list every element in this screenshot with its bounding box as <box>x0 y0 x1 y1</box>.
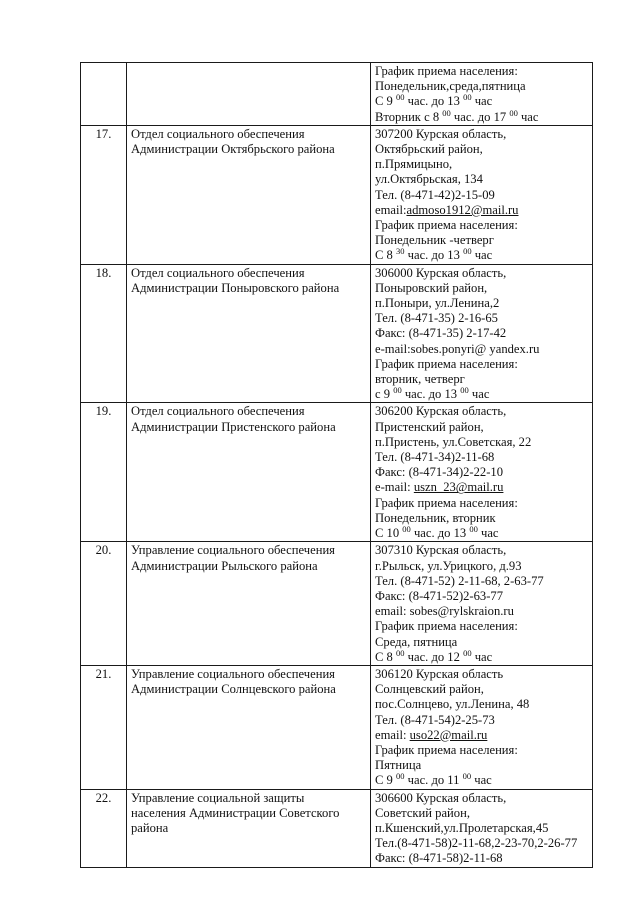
contact-line: Факс: (8-471-34)2-22-10 <box>375 465 504 480</box>
contact-info <box>371 665 593 789</box>
table-row <box>81 125 593 264</box>
contact-info <box>371 789 593 867</box>
contact-line: Тел. (8-471-52) 2-11-68, 2-63-77 <box>375 573 544 588</box>
minutes-superscript: 00 <box>402 524 411 535</box>
office-name <box>127 63 371 126</box>
schedule-text: с 9 <box>375 387 394 402</box>
row-number: 17. <box>81 125 127 264</box>
contact-line: График приема населения: <box>375 64 518 78</box>
schedule-text: час <box>471 649 493 664</box>
table-row <box>81 542 593 666</box>
contact-line: График приема населения: <box>375 742 518 757</box>
minutes-superscript: 00 <box>463 92 472 103</box>
office-name <box>127 542 371 666</box>
contact-line: Пятница <box>375 758 422 773</box>
office-name-line: Отдел социального обеспечения <box>131 404 305 419</box>
contact-line: ул.Октябрьская, 134 <box>375 172 483 187</box>
schedule-text: С 8 <box>375 649 396 664</box>
schedule-text: час <box>517 109 539 124</box>
contact-line: Понедельник,среда,пятница <box>375 79 526 94</box>
contact-line: Понедельник -четверг <box>375 233 494 248</box>
contact-line: 306200 Курская область, <box>375 404 507 419</box>
office-name-line: Администрации Рыльского района <box>131 558 318 573</box>
contact-line: п.Поныри, ул.Ленина,2 <box>375 296 500 311</box>
office-name-line: Администрации Солнцевского района <box>131 682 336 697</box>
contact-line: Пристенский район, <box>375 419 484 434</box>
minutes-superscript: 30 <box>396 246 405 257</box>
contact-line: График приема населения: <box>375 218 518 233</box>
minutes-superscript: 00 <box>442 107 451 118</box>
contact-line: Факс: (8-471-52)2-63-77 <box>375 588 504 603</box>
schedule-text: час. до 13 <box>401 387 461 402</box>
contact-line: Советский район, <box>375 805 470 820</box>
office-name <box>127 789 371 867</box>
table-row <box>81 264 593 403</box>
office-name-line: Отдел социального обеспечения <box>131 265 305 280</box>
contact-line: Факс: (8-471-35) 2-17-42 <box>375 326 507 341</box>
email-prefix: e-mail: <box>375 480 414 495</box>
contact-line: Тел. (8-471-54)2-25-73 <box>375 712 495 727</box>
contact-line: п.Прямицыно, <box>375 157 453 172</box>
row-number <box>81 63 127 126</box>
contact-info <box>371 403 593 542</box>
table-row <box>81 63 593 126</box>
minutes-superscript: 00 <box>462 771 472 782</box>
email-link[interactable]: uso22@mail.ru <box>409 727 488 742</box>
contact-line: Октябрьский район, <box>375 142 483 157</box>
social-services-table <box>80 62 593 868</box>
schedule-text: час. до 13 <box>410 526 470 541</box>
schedule-text: час. до 13 <box>404 248 464 263</box>
schedule-hours-line <box>375 94 588 109</box>
schedule-text: час <box>471 94 493 109</box>
contact-line: Тел. (8-471-35) 2-16-65 <box>375 311 498 326</box>
schedule-text: час. до 12 <box>404 649 464 664</box>
schedule-text: час. до 13 <box>404 94 464 109</box>
schedule-text: час <box>471 773 492 788</box>
contact-line: График приема населения: <box>375 495 518 510</box>
schedule-text: час <box>471 248 493 263</box>
contact-info <box>371 542 593 666</box>
office-name-line: Администрации Октябрьского района <box>131 142 335 157</box>
contact-line: Тел.(8-471-58)2-11-68,2-23-70,2-26-77 <box>375 836 578 851</box>
contact-line: г.Рыльск, ул.Урицкого, д.93 <box>375 558 522 573</box>
contact-line: 307310 Курская область, <box>375 543 507 558</box>
schedule-hours-line <box>375 526 588 541</box>
contact-info <box>371 63 593 126</box>
contact-line: Тел. (8-471-34)2-11-68 <box>375 450 495 465</box>
contact-line: 306120 Курская область <box>375 666 504 681</box>
office-name-line: Управление социального обеспечения <box>131 666 335 681</box>
minutes-superscript: 00 <box>463 647 472 658</box>
row-number: 18. <box>81 264 127 403</box>
minutes-superscript: 00 <box>463 246 472 257</box>
contact-line: вторник, четверг <box>375 372 465 387</box>
minutes-superscript: 00 <box>469 524 478 535</box>
office-name-line: Управление социального обеспечения <box>131 543 335 558</box>
office-name <box>127 264 371 403</box>
schedule-hours-line <box>375 107 588 125</box>
office-name <box>127 665 371 789</box>
table-row <box>81 789 593 867</box>
minutes-superscript: 00 <box>396 771 405 782</box>
table-body <box>81 63 593 868</box>
contact-line: e-mail:sobes.ponyri@ yandex.ru <box>375 341 540 356</box>
contact-line: Понедельник, вторник <box>375 510 496 525</box>
table-row <box>81 403 593 542</box>
email-prefix: email: <box>375 202 407 217</box>
office-name-line: населения Администрации Советского <box>131 805 340 820</box>
row-number: 22. <box>81 789 127 867</box>
email-line <box>375 480 588 495</box>
contact-line: График приема населения: <box>375 619 518 634</box>
office-name-line: Администрации Пристенского района <box>131 419 336 434</box>
contact-line: Солнцевский район, <box>375 682 484 697</box>
schedule-hours-line <box>375 387 588 402</box>
schedule-text: час. до 11 <box>404 773 463 788</box>
schedule-text: С 10 <box>375 526 403 541</box>
minutes-superscript: 00 <box>396 92 405 103</box>
table-row <box>81 665 593 789</box>
schedule-hours-line <box>375 248 588 263</box>
contact-line: email: sobes@rylskraion.ru <box>375 604 514 619</box>
row-number: 19. <box>81 403 127 542</box>
contact-line: 306600 Курская область, <box>375 790 507 805</box>
office-name <box>127 403 371 542</box>
contact-line: Тел. (8-471-42)2-15-09 <box>375 187 495 202</box>
schedule-text: час. до 17 <box>450 109 510 124</box>
contact-info <box>371 125 593 264</box>
office-name <box>127 125 371 264</box>
contact-line: 307200 Курская область, <box>375 126 507 141</box>
minutes-superscript: 00 <box>393 385 402 396</box>
schedule-text: час <box>477 526 499 541</box>
contact-line: Среда, пятница <box>375 634 458 649</box>
contact-line: 306000 Курская область, <box>375 265 507 280</box>
office-name-line: Управление социальной защиты <box>131 790 305 805</box>
email-prefix: email: <box>375 727 410 742</box>
office-name-line: Администрации Поныровского района <box>131 280 340 295</box>
row-number: 21. <box>81 665 127 789</box>
contact-line: График приема населения: <box>375 356 518 371</box>
contact-line: пос.Солнцево, ул.Ленина, 48 <box>375 697 530 712</box>
contact-line: п.Пристень, ул.Советская, 22 <box>375 434 532 449</box>
contact-info <box>371 264 593 403</box>
contact-line: Поныровский район, <box>375 280 488 295</box>
office-name-line: Отдел социального обеспечения <box>131 126 305 141</box>
schedule-text: С 8 <box>375 248 396 263</box>
schedule-text: С 9 <box>375 773 396 788</box>
email-link[interactable]: admoso1912@mail.ru <box>406 202 519 217</box>
contact-line: Факс: (8-471-58)2-11-68 <box>375 851 503 866</box>
schedule-text: С 9 <box>375 94 396 109</box>
email-line <box>375 728 588 743</box>
email-link[interactable]: uszn_23@mail.ru <box>413 480 504 495</box>
schedule-text: Вторник с 8 <box>375 109 443 124</box>
schedule-text: час <box>468 387 490 402</box>
email-line <box>375 203 588 218</box>
minutes-superscript: 00 <box>509 107 518 118</box>
row-number: 20. <box>81 542 127 666</box>
office-name-line: района <box>131 820 169 835</box>
contact-line: п.Кшенский,ул.Пролетарская,45 <box>375 820 549 835</box>
schedule-hours-line <box>375 773 588 788</box>
minutes-superscript: 00 <box>396 647 405 658</box>
schedule-hours-line <box>375 647 588 665</box>
minutes-superscript: 00 <box>460 385 469 396</box>
